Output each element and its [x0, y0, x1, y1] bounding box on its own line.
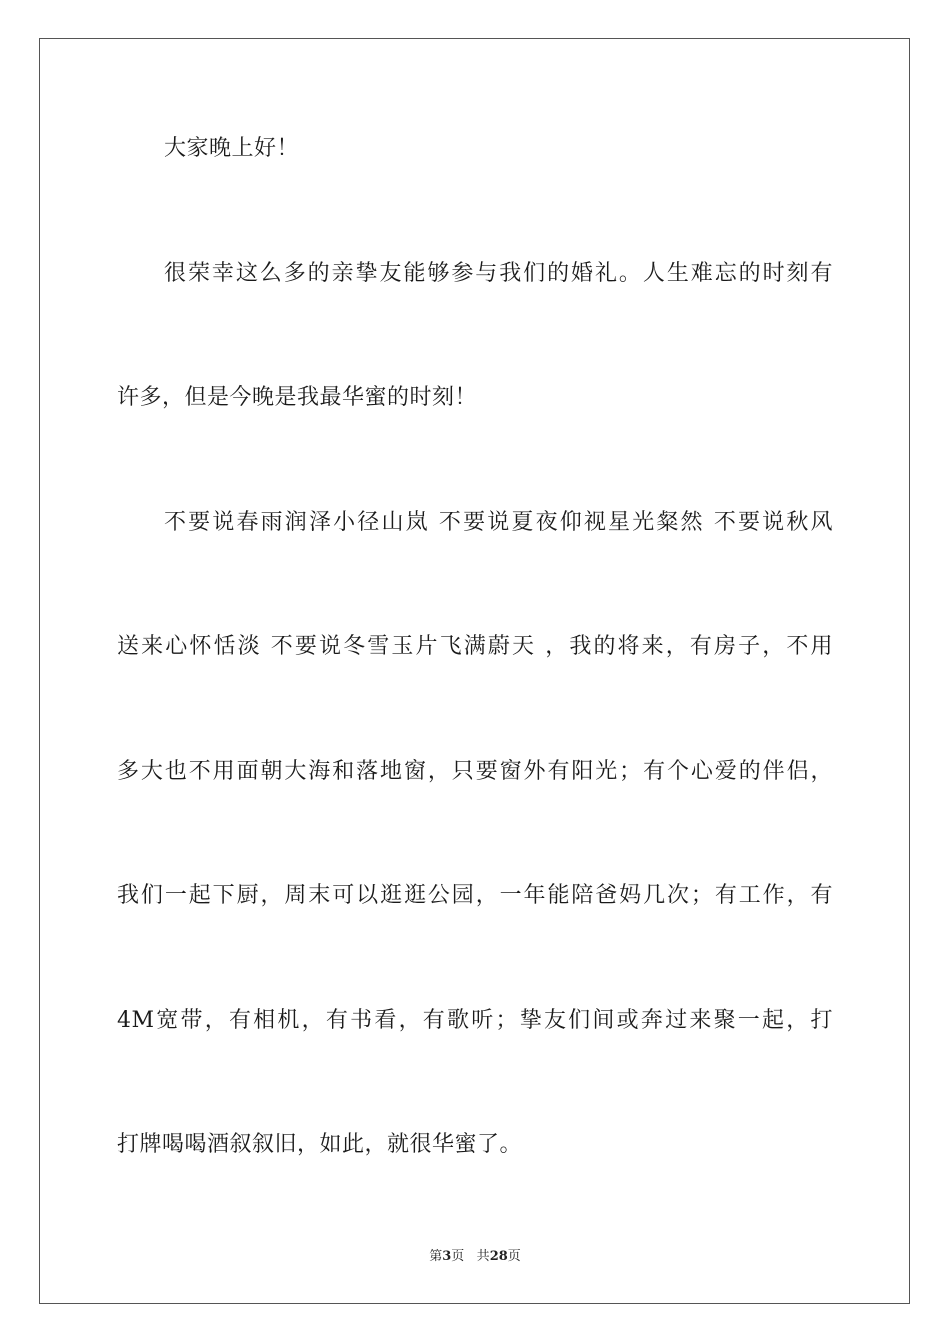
total-label: 页: [507, 1249, 521, 1264]
page-footer: [0, 1248, 950, 1266]
page-border: [39, 38, 910, 1304]
total-page-count: 28: [489, 1249, 508, 1264]
paragraph-2-line-2: 送来心怀恬淡 不要说冬雪玉片飞满蔚天 ，我的将来，有房子，不用: [117, 634, 833, 659]
paragraph-2-line-6: 打牌喝喝酒叙叙旧，如此，就很华蜜了。: [117, 1132, 523, 1157]
page-label: 页: [451, 1249, 465, 1264]
paragraph-2-line-3: 多大也不用面朝大海和落地窗，只要窗外有阳光；有个心爱的伴侣，: [117, 759, 833, 784]
current-page-number: 3: [442, 1249, 452, 1264]
page-prefix: 第: [429, 1249, 443, 1264]
paragraph-1-line-2: 许多，但是今晚是我最华蜜的时刻！: [117, 385, 478, 410]
total-prefix: 共: [476, 1249, 490, 1264]
paragraph-1-line-1: 很荣幸这么多的亲挚友能够参与我们的婚礼。人生难忘的时刻有: [164, 261, 833, 286]
greeting-line: 大家晚上好！: [164, 136, 300, 161]
paragraph-2-line-1: 不要说春雨润泽小径山岚 不要说夏夜仰视星光粲然 不要说秋风: [164, 510, 833, 535]
paragraph-2-line-5: 4M宽带，有相机，有书看，有歌听；挚友们间或奔过来聚一起，打: [117, 1008, 833, 1033]
paragraph-2-line-4: 我们一起下厨，周末可以逛逛公园，一年能陪爸妈几次；有工作，有: [117, 883, 833, 908]
